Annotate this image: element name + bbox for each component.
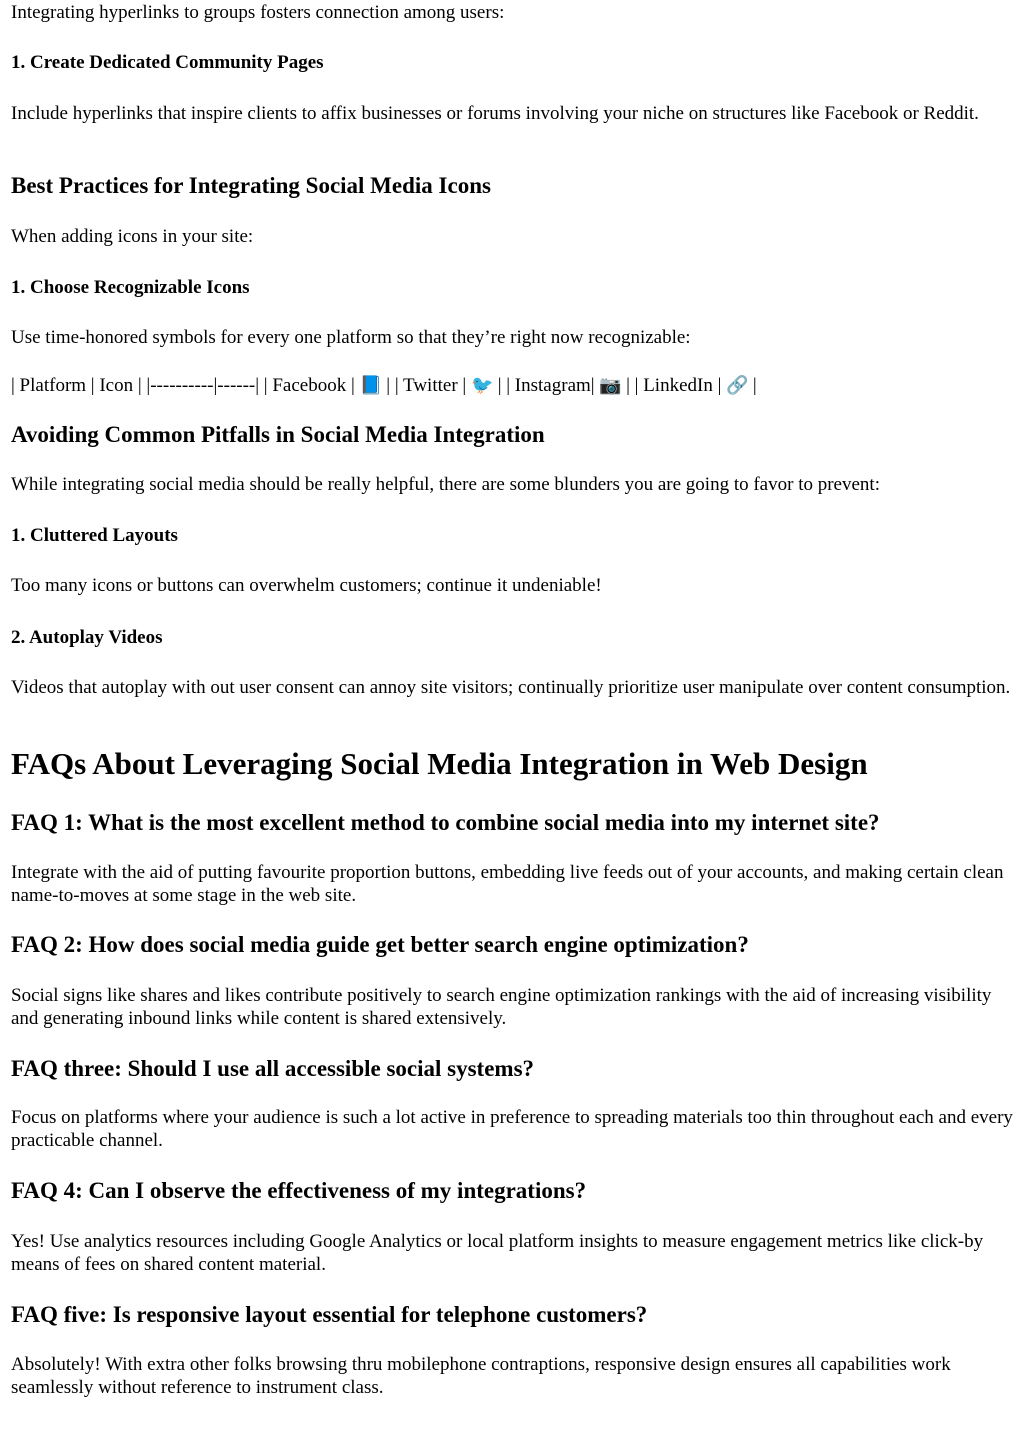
pitfalls-heading: Avoiding Common Pitfalls in Social Media Integration bbox=[11, 422, 545, 447]
faq-question: FAQ three: Should I use all accessible social systems? bbox=[11, 1056, 535, 1081]
platform-icon-table-line bbox=[11, 374, 1014, 397]
cluttered-layouts-paragraph: Too many icons or buttons can overwhelm customers; continue it undeniable! bbox=[11, 575, 602, 596]
faqs-heading: FAQs About Leveraging Social Media Integration in Web Design bbox=[11, 746, 868, 781]
best-practices-intro: When adding icons in your site: bbox=[11, 226, 254, 247]
faq-question: FAQ 1: What is the most excellent method to combine social media into my internet site? bbox=[11, 810, 880, 835]
faq-answer: Yes! Use analytics resources including Google Analytics or local platform insights to measure engagement metrics like click-by means of fees on shared content material. bbox=[11, 1231, 984, 1275]
faq-question: FAQ five: Is responsive layout essential for telephone customers? bbox=[11, 1302, 648, 1327]
intro-paragraph: Integrating hyperlinks to groups fosters connection among users: bbox=[11, 2, 505, 23]
community-pages-heading: 1. Create Dedicated Community Pages bbox=[11, 52, 324, 73]
faq-answer: Focus on platforms where your audience is such a lot active in preference to spreading materials too thin throughout each and every practicable channel. bbox=[11, 1107, 1013, 1151]
community-pages-paragraph: Include hyperlinks that inspire clients to affix businesses or forums involving your niche on structures like Facebook or Reddit. bbox=[11, 103, 979, 124]
autoplay-videos-paragraph: Videos that autoplay with out user consent can annoy site visitors; continually prioritize user manipulate over content consumption. bbox=[11, 677, 1011, 698]
cluttered-layouts-heading: 1. Cluttered Layouts bbox=[11, 525, 178, 546]
bird-icon: 🐦 bbox=[470, 375, 494, 396]
autoplay-videos-heading: 2. Autoplay Videos bbox=[11, 627, 163, 648]
recognizable-icons-heading: 1. Choose Recognizable Icons bbox=[11, 277, 250, 298]
book-icon: 📘 bbox=[359, 375, 382, 396]
faq-answer: Integrate with the aid of putting favourite proportion buttons, embedding live feeds out of your accounts, and making certain clean name-to-moves at some stage in the web site. bbox=[11, 862, 1004, 906]
pitfalls-intro: While integrating social media should be really helpful, there are some blunders you are going to favor to prevent: bbox=[11, 474, 880, 495]
table-text-segment: | | LinkedIn | bbox=[621, 375, 727, 396]
camera-icon: 📷 bbox=[599, 375, 622, 396]
table-text-segment: | | Twitter | bbox=[381, 375, 471, 396]
table-text-segment: | | Instagram| bbox=[492, 375, 600, 396]
faq-answer: Social signs like shares and likes contribute positively to search engine optimization rankings with the aid of increasing visibility and generating inbound links while content is shared extensively. bbox=[11, 985, 992, 1029]
best-practices-heading: Best Practices for Integrating Social Media Icons bbox=[11, 173, 491, 198]
faq-answer: Absolutely! With extra other folks browsing thru mobilephone contraptions, responsive design ensures all capabilities work seamlessly without reference to instrument class. bbox=[11, 1354, 951, 1398]
faq-question: FAQ 2: How does social media guide get better search engine optimization? bbox=[11, 932, 749, 957]
faq-question: FAQ 4: Can I observe the effectiveness of my integrations? bbox=[11, 1178, 587, 1203]
link-icon: 🔗 bbox=[726, 375, 749, 396]
table-text-segment: | Platform | Icon | |----------|------| | Facebook | bbox=[11, 375, 360, 396]
table-text-segment: | bbox=[748, 375, 757, 396]
recognizable-icons-paragraph: Use time-honored symbols for every one platform so that they’re right now recognizable: bbox=[11, 327, 691, 348]
